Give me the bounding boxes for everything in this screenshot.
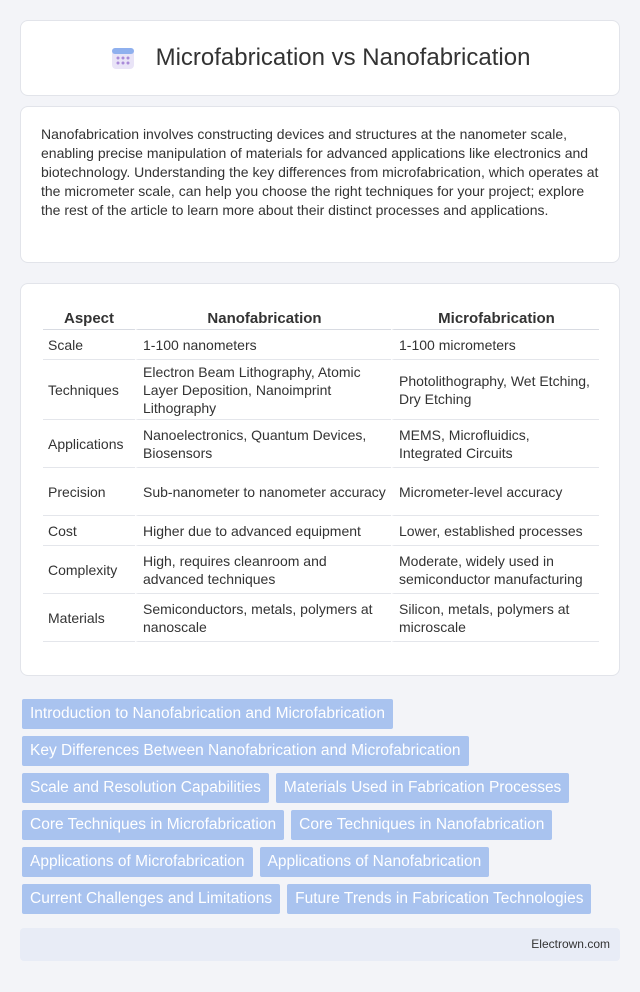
topic-link[interactable]: Core Techniques in Microfabrication [22,810,284,840]
table-cell: Applications [43,420,135,468]
table-cell: Sub-nanometer to nanometer accuracy [135,468,391,516]
table-cell: Micrometer-level accuracy [391,468,599,516]
topic-link[interactable]: Scale and Resolution Capabilities [22,773,269,803]
table-cell: Semiconductors, metals, polymers at nanoscale [135,594,391,642]
table-row [43,594,599,642]
table-cell: Techniques [43,360,135,420]
table-row [43,360,599,420]
table-cell: Electron Beam Lithography, Atomic Layer Deposition, Nanoimprint Lithography [135,360,391,420]
topic-link[interactable]: Key Differences Between Nanofabrication and Microfabrication [22,736,469,766]
comparison-table [43,304,599,642]
table-cell: Materials [43,594,135,642]
topic-link[interactable]: Applications of Nanofabrication [260,847,490,877]
topic-link[interactable]: Current Challenges and Limitations [22,884,280,914]
intro-card [20,106,620,263]
table-row [43,330,599,360]
topic-link[interactable]: Materials Used in Fabrication Processes [276,773,569,803]
footer [20,928,620,961]
table-cell: Higher due to advanced equipment [135,516,391,546]
table-cell: Scale [43,330,135,360]
table-cell: Precision [43,468,135,516]
table-row [43,516,599,546]
table-cell: Silicon, metals, polymers at microscale [391,594,599,642]
table-cell: Complexity [43,546,135,594]
table-cell: 1-100 nanometers [135,330,391,360]
column-header: Aspect [43,304,135,330]
calendar-icon [110,45,136,71]
topic-link[interactable]: Introduction to Nanofabrication and Microfabrication [22,699,393,729]
topic-link[interactable]: Applications of Microfabrication [22,847,253,877]
comparison-table-card [20,283,620,676]
table-cell: MEMS, Microfluidics, Integrated Circuits [391,420,599,468]
topic-link[interactable]: Future Trends in Fabrication Technologies [287,884,591,914]
table-row [43,420,599,468]
related-topics [22,699,618,921]
intro-text: Nanofabrication involves constructing devices and structures at the nanometer scale, enabling precise manipulation of materials for advanced applications like electronics and biotechnology. Understanding the key differences from microfabrication, which operates at the micrometer scale, can help you choose the right techniques for your project; explore the rest of the article to learn more about their distinct processes and applications. [41,126,599,218]
table-cell: Cost [43,516,135,546]
header-card [20,20,620,96]
table-cell: Nanoelectronics, Quantum Devices, Biosensors [135,420,391,468]
column-header: Nanofabrication [135,304,391,330]
topic-link[interactable]: Core Techniques in Nanofabrication [291,810,552,840]
table-cell: High, requires cleanroom and advanced techniques [135,546,391,594]
table-row [43,468,599,516]
page-title: Microfabrication vs Nanofabrication [155,44,531,71]
column-header: Microfabrication [391,304,599,330]
table-cell: Moderate, widely used in semiconductor manufacturing [391,546,599,594]
table-row [43,546,599,594]
footer-brand: Electrown.com [531,937,610,951]
table-cell: Lower, established processes [391,516,599,546]
table-header-row [43,304,599,330]
table-cell: Photolithography, Wet Etching, Dry Etching [391,360,599,420]
table-cell: 1-100 micrometers [391,330,599,360]
